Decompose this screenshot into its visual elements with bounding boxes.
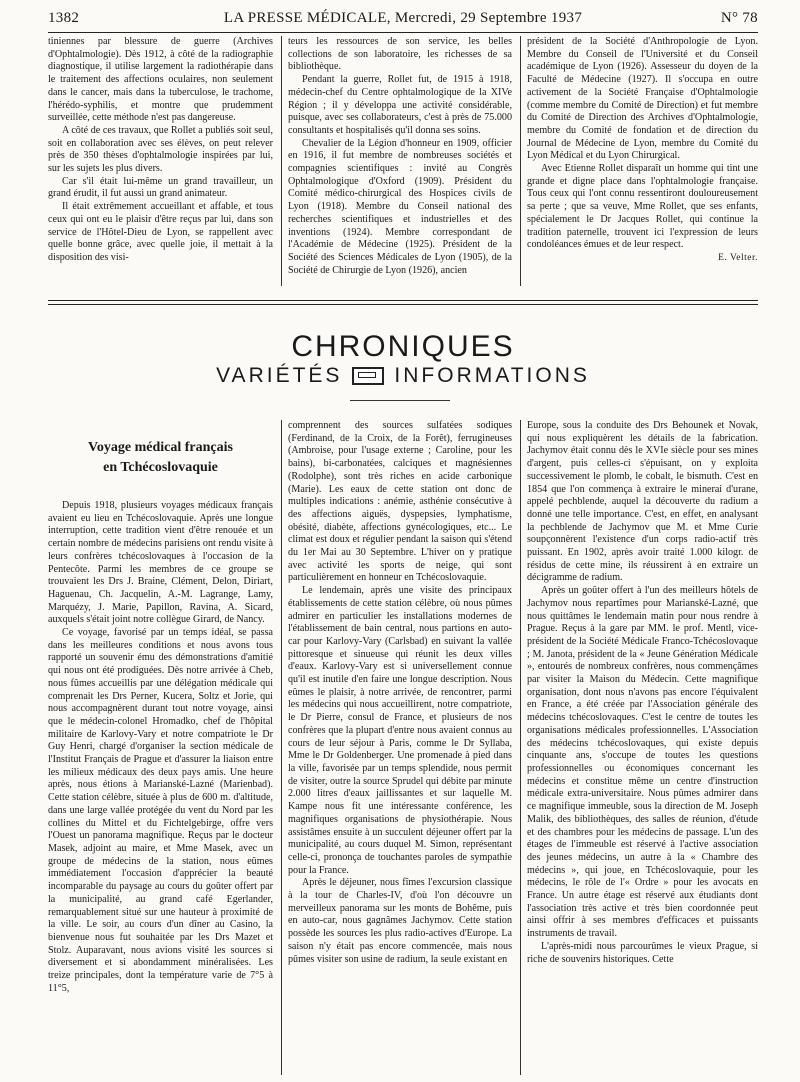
section-subtitle [48,364,758,388]
obituary-paragraph: A côté de ces travaux, que Rollet a publiés soit seul, soit en collaboration avec ses élèves, on peut relever près de 350 thèses d'ophtalmologie inspirées par lui, sur les sujets les plus divers. [48,124,273,175]
varietes-label: VARIÉTÉS [216,364,343,387]
header-rule [48,32,758,33]
issue-number: N° 78 [720,10,758,26]
article-paragraph: Depuis 1918, plusieurs voyages médicaux français avaient eu lieu en Tchécoslovaquie. Après une longue interruption, cette tradition vient d'être renouée et un certain nombre de médecins parisiens ont rendu visite à leurs confrères tchécoslovaques à l'occasion de la Pentecôte. Parmi les membres de ce groupe se trouvaient les Drs J. Braine, Clément, Delon, Diriart, Haguenau, Ch. Jacquelin, A.-M. Lagrange, Lamy, Marquézy, J. Marie, Papillon, Ravina, A. Sicard, auxquels s'était joint notre collègue Girard, de Nancy. [48,500,273,626]
article-title-line-1: Voyage médical français [88,440,233,455]
obituary-paragraph: Pendant la guerre, Rollet fut, de 1915 à 1918, médecin-chef du Centre ophtalmologique de la XIVe Région ; il y développa une activité considérable, puisque, avec ses collaborateurs, c'est à près de 75.000 consultants et hospitalisés qu'il donna ses soins. [288,74,512,136]
column-rule [281,420,282,1075]
article-column-1 [48,412,273,1080]
section-title: CHRONIQUES [291,330,515,363]
article-column-3 [527,420,758,1080]
ornament-icon [352,367,384,385]
section-double-rule [48,300,758,305]
obituary-column-3 [527,36,758,294]
article-title-line-2: en Tchécoslovaquie [103,460,218,475]
article-paragraph: comprennent des sources sulfatées sodiques (Ferdinand, de la Croix, de la Forêt), ferrugineuses (Ambroise, pour l'usage externe ; Caroline, pour les bains), bi-carbonatées, calciques et magnésiennes (Rodolphe), sont très riches en acide carbonique (Marie). Les eaux de cette station ont donc de multiples indications : anémie, asthénie consécutive à des affections aiguës, dyspepsies, lymphatisme, obésité, diabète, affections gynécologiques, etc... Le climat est doux et régulier pendant la saison qui s'étend du 1er Mai au 30 Septembre. L'hiver on y pratique avec activité les sports de neige, qui sont particulièrement en honneur en Tchécoslovaquie. [288,420,512,584]
obituary-paragraph: président de la Société d'Anthropologie de Lyon. Membre du Conseil de l'Université et du Conseil académique de Lyon (1926). Assesseur du doyen de la Faculté de Médecine (1927). Il s'occupa en outre activement de la Société Française d'Ophtalmologie (comme membre du Comité de Direction) et fut membre du Comité de Direction des Archives d'Ophtalmologie, membre du Comité de fondation et de direction du Journal de Médecine de Lyon, membre du Comité du Lyon Médical et du Lyon Chirurgical. [527,36,758,162]
journal-title: LA PRESSE MÉDICALE, [223,10,391,26]
journal-header [48,10,758,27]
issue-date: Mercredi, 29 Septembre 1937 [394,10,583,26]
obituary-column-1 [48,36,273,288]
article-title [48,438,273,478]
page-header [48,10,758,30]
article-paragraph: Europe, sous la conduite des Drs Behounek et Novak, qui nous expliquèrent les détails de la fabrication. Jachymov était connu dès le XVIe siècle pour ses mines d'argent, puis celles-ci s'épuisant, on y exploita successivement le plomb, le cobalt, le bismuth. C'est en 1854 que l'on commença à extraire le minerai d'urane, appelé pechblende, auquel la découverte du radium a donné une telle importance. C'est, en effet, en analysant la pechblende de Jachymov que M. et Mme Curie soupçonnèrent l'existence d'un corps radio-actif très puissant. En 1902, après avoir traité 1.000 kilogr. de résidus de cette mine, ils réussirent à en extraire un décigramme de radium. [527,420,758,584]
column-rule [520,420,521,1075]
obituary-paragraph: tiniennes par blessure de guerre (Archives d'Ophtalmologie). Dès 1912, à côté de la radiographie diagnostique, il utilise largement la radiothérapie dans le traitement des affections oculaires, non seulement dans le cancer, mais dans la tuberculose, le trachome, l'hérédo-syphilis, et montre que prudemment surveillée, cette méthode n'est pas dangereuse. [48,36,273,124]
column-rule [281,36,282,286]
informations-label: INFORMATIONS [394,364,590,387]
obituary-paragraph: Chevalier de la Légion d'honneur en 1909, officier en 1916, il fut membre de nombreuses sociétés et compagnies scientifiques : invité au Congrès Ophtalmologique d'Oxford (1909). Président du Comité médico-chirurgical des Hospices civils de Lyon (1918). Membre du Conseil national des recherches scientifiques et industrielles et des inventions (1924). Membre correspondant de l'Académie de Médecine (1925). Président de la Société des Sciences Médicales de Lyon (1905), de la Société de Chirurgie de Lyon (1926), ancien [288,137,512,276]
article-paragraph: Après le déjeuner, nous fîmes l'excursion classique à la tour de Charles-IV, d'où l'on découvre un merveilleux panorama sur les monts de Bohême, puis en auto-car, nous gagnâmes Jachymov. Cette station possède les sources les plus radio-actives d'Europe. La saison n'y était pas encore commencée, mais nous pûmes visiter son usine de radium, la seule existant en [288,877,512,965]
banner-rule [350,400,450,401]
obituary-paragraph: Avec Etienne Rollet disparaît un homme qui tint une grande et digne place dans l'ophtalmologie française. Tous ceux qui l'ont connu ressentiront douloureusement sa perte ; que sa veuve, Mme Rollet, que ses enfants, spécialement le Dr Jacques Rollet, qui continue la tradition paternelle, trouvent ici l'expression de leurs condoléances émues et de leur respect. [527,163,758,251]
obituary-paragraph: teurs les ressources de son service, les belles collections de son laboratoire, les richesses de sa bibliothèque. [288,36,512,73]
article-paragraph: Après un goûter offert à l'un des meilleurs hôtels de Jachymov nous repartîmes pour Marianské-Lazné, que nous quittâmes le lendemain matin pour nous rendre à Prague. Reçus à la gare par MM. le prof. Mentl, vice-président de la Société Médicale Franco-Tchécoslovaque ; M. Janota, président de la « Jeune Génération Médicale », entourés de nombreux confrères, nous commençâmes par visiter la Maison du Médecin. Cette magnifique organisation, dont nous n'avons pas encore l'équivalent en France, a été créée par l'Association générale des médecins tchécoslovaques. C'est le centre de toutes les organisations médicales professionnelles. L'Association des médecins tchécoslovaques, qui existe depuis cinquante ans, s'occupe de toutes les questions professionnelles ou économiques concernant les médecins et constitue même un centre d'instruction médicale extra-universitaire. Nous pûmes admirer dans ce magnifique immeuble, sous la direction de M. Joseph Malik, des bibliothèques, des salles de réunion, d'étude et des chambres pour les médecins de passage. L'un des étages de l'immeuble est réservé à l'active association des jeunes médecins, un autre à la « Chambre des médecins », qui joue, en Tchécoslovaquie, pour les médecins, le rôle de l'« Ordre » pour les avocats en France. Un autre étage est réservé aux étudiants dont l'association très active et très bien coordonnée peut ainsi offrir à ses membres d'efficaces et puissants instruments de travail. [527,585,758,940]
obituary-paragraph: Il était extrêmement accueillant et affable, et tous ceux qui ont eu le plaisir d'être reçus par lui, dans son service de l'Hôtel-Dieu de Lyon, se rappellent avec quelle bonne grâce, avec quelle joie, il mettait à la disposition des visi- [48,201,273,263]
article-paragraph: Le lendemain, après une visite des principaux établissements de cette station célèbre, où nous pûmes admirer en particulier les installations modernes de l'établissement de bain central, nous partions en auto-car pour Karlovy-Vary (Carlsbad) en suivant la vallée pittoresque et sinueuse qui réunit les deux villes d'eaux. Karlovy-Vary est si universellement connue qu'il est inutile d'en faire une longue description. Nous eûmes le plaisir, à notre arrivée, de rencontrer, parmi les médecins qui nous accueillirent, notre compatriote, le Dr Pierre, consul de France, et plusieurs de nos confrères que la plupart d'entre nous avaient connus au cours de leur séjour à Paris, comme le Dr Syllaba, Mme le Dr Goldenberger. Une promenade à pied dans la ville, favorisée par un temps splendide, nous permit de visiter, outre la source Sprudel qui débite par minute 2.000 litres d'eaux jaillissantes et sur laquelle M. Kampe nous fit une intéressante conférence, les magnifiques organisations de physiothérapie. Nous assistâmes ensuite à un succulent déjeuner offert par la municipalité, au cours duquel M. Simon, représentant celle-ci, prononça de touchantes paroles de sympathie pour la France. [288,585,512,876]
article-paragraph: Ce voyage, favorisé par un temps idéal, se passa dans les meilleures conditions et nous avons tous rapporté un souvenir ému des démonstrations d'amitié qui nous ont été prodiguées. Dès notre arrivée à Cheb, nous fûmes accueillis par une délégation médicale qui comprenait les Drs Perner, Kucera, Soltz et Jorie, qui nous accompagnèrent durant tout notre voyage, ainsi que le médecin-colonel Hromadko, chef de l'hôpital militaire de Karlovy-Vary et notre compatriote le Dr Guy Henri, chargé d'organiser la section médicale de l'Institut Français de Prague et d'assurer la liaison entre les milieux médicaux des deux pays amis. Une heure après, nous étions à Marianské-Lazné (Marienbad). Cette station célèbre, située à plus de 600 m. d'altitude, dans une large vallée protégée du vent du Nord par les collines du Mittel et du Fichtelgebirge, offre vers l'Ouest un panorama magnifique. Reçus par le docteur Masek, adjoint au maire, et Mme Masek, avec un groupe de médecins de la station, nous eûmes immédiatement l'occasion d'apprécier la beauté incomparable du paysage au cours du goûter offert par la municipalité, au grand café Egerlander, remarquablement situé sur une hauteur à proximité de la ville. Le soir, au cours d'un dîner au Casino, la bienvenue nous fut souhaitée par les Drs Mazet et Stolz. Auparavant, nous avions visité les sources si diversement et si abondamment minéralisées. Les treize principales, dont la température varie de 7°5 à 11°5, [48,627,273,994]
article-column-2 [288,420,512,1080]
author-signature: E. Velter. [718,252,758,263]
article-paragraph: L'après-midi nous parcourûmes le vieux Prague, si riche de souvenirs historiques. Cette [527,940,758,965]
column-rule [520,36,521,286]
obituary-column-2 [288,36,512,288]
page-number: 1382 [48,10,80,26]
obituary-paragraph: Car s'il était lui-même un grand travailleur, un grand érudit, il fut aussi un grand animateur. [48,175,273,200]
